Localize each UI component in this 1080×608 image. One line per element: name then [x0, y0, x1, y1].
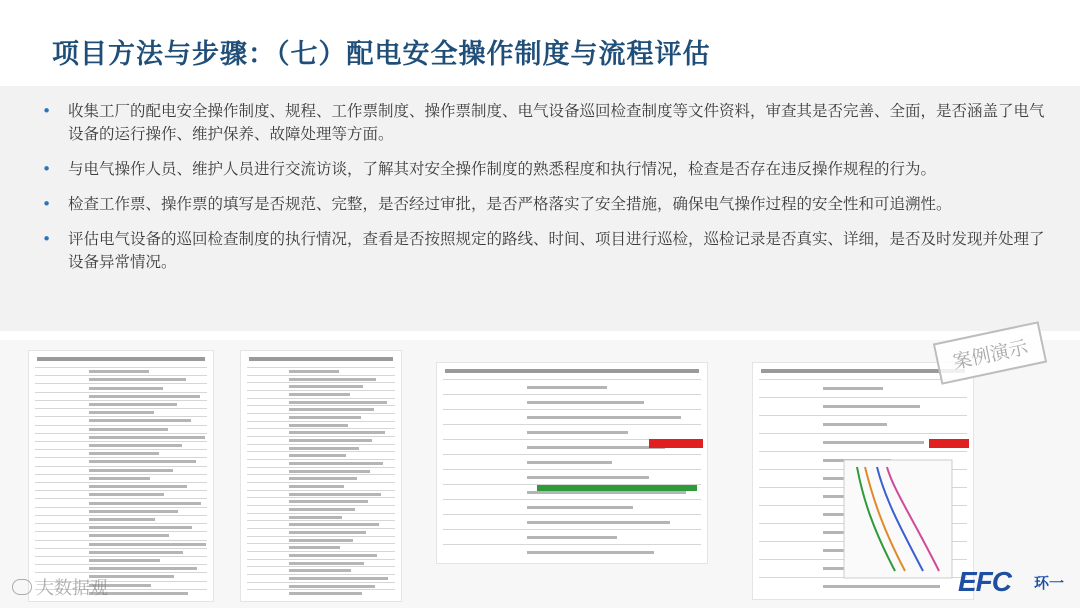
- risk-level-bar: [929, 439, 969, 448]
- thumbnail-text-line: [527, 401, 644, 404]
- thumbnail-row-line: [443, 424, 701, 425]
- watermark-logo-icon: [12, 579, 32, 595]
- thumbnail-text-line: [289, 569, 351, 572]
- thumbnail-row-line: [247, 459, 395, 460]
- thumbnail-text-line: [89, 485, 187, 488]
- thumbnail-text-line: [89, 502, 201, 505]
- thumbnail-text-line: [89, 469, 173, 472]
- thumbnail-header: [37, 357, 205, 361]
- thumbnail-text-line: [89, 419, 191, 422]
- thumbnail-text-line: [289, 546, 340, 549]
- thumbnail-row-line: [247, 559, 395, 560]
- thumbnail-text-line: [89, 534, 169, 537]
- thumbnail-row-line: [759, 379, 967, 380]
- document-thumbnail-4: [752, 362, 974, 600]
- thumbnail-row-line: [35, 383, 207, 384]
- thumbnail-row-line: [443, 499, 701, 500]
- thumbnail-row-line: [247, 589, 395, 590]
- thumbnail-row-line: [247, 490, 395, 491]
- thumbnail-row-line: [35, 449, 207, 450]
- thumbnail-text-line: [289, 385, 363, 388]
- thumbnail-row-line: [35, 482, 207, 483]
- thumbnail-row-line: [35, 498, 207, 499]
- thumbnail-text-line: [289, 493, 381, 496]
- thumbnail-text-line: [289, 454, 346, 457]
- thumbnail-text-line: [89, 370, 149, 373]
- thumbnail-text-line: [89, 428, 168, 431]
- thumbnail-text-line: [289, 447, 359, 450]
- thumbnail-row-line: [35, 466, 207, 467]
- thumbnail-row-line: [35, 457, 207, 458]
- thumbnail-row-line: [35, 523, 207, 524]
- thumbnail-text-line: [289, 531, 366, 534]
- thumbnail-text-line: [527, 551, 654, 554]
- thumbnail-row-line: [247, 421, 395, 422]
- thumbnail-text-line: [289, 508, 355, 511]
- thumbnail-text-line: [89, 543, 206, 546]
- thumbnail-row-line: [247, 467, 395, 468]
- thumbnail-row-line: [247, 367, 395, 368]
- thumbnail-text-line: [289, 500, 368, 503]
- thumbnail-row-line: [35, 375, 207, 376]
- thumbnail-row-line: [247, 398, 395, 399]
- thumbnail-text-line: [289, 408, 374, 411]
- curve-graph-thumbnail: [843, 459, 953, 579]
- case-demo-stamp: 案例演示: [933, 321, 1047, 385]
- thumbnail-row-line: [35, 474, 207, 475]
- thumbnail-text-line: [289, 554, 377, 557]
- watermark: [12, 574, 108, 600]
- thumbnail-text-line: [289, 577, 388, 580]
- thumbnail-row-line: [247, 520, 395, 521]
- thumbnail-row-line: [759, 397, 967, 398]
- case-thumbnails: [0, 340, 1080, 608]
- thumbnail-row-line: [247, 497, 395, 498]
- thumbnail-row-line: [247, 536, 395, 537]
- table-header-bar: [537, 485, 697, 491]
- thumbnail-text-line: [527, 506, 633, 509]
- thumbnail-row-line: [35, 400, 207, 401]
- thumbnail-text-line: [823, 441, 924, 444]
- thumbnail-text-line: [289, 393, 350, 396]
- thumbnail-text-line: [289, 424, 348, 427]
- thumbnail-text-line: [89, 444, 182, 447]
- thumbnail-text-line: [527, 476, 649, 479]
- thumbnail-row-line: [759, 415, 967, 416]
- thumbnail-row-line: [247, 574, 395, 575]
- thumbnail-row-line: [247, 482, 395, 483]
- thumbnail-row-line: [35, 441, 207, 442]
- thumbnail-row-line: [247, 566, 395, 567]
- thumbnail-row-line: [35, 564, 207, 565]
- thumbnail-text-line: [527, 431, 628, 434]
- bullet-item: [38, 100, 1048, 146]
- thumbnail-text-line: [289, 470, 370, 473]
- bullet-item: [38, 193, 1048, 216]
- thumbnail-text-line: [527, 386, 607, 389]
- thumbnail-text-line: [289, 592, 362, 595]
- thumbnail-row-line: [247, 513, 395, 514]
- thumbnail-row-line: [247, 551, 395, 552]
- efc-logo: EFC: [958, 566, 1011, 597]
- thumbnail-text-line: [289, 370, 339, 373]
- thumbnail-text-line: [89, 567, 197, 570]
- thumbnail-row-line: [443, 379, 701, 380]
- thumbnail-text-line: [89, 551, 183, 554]
- bullet-dot-icon: •: [42, 230, 52, 248]
- thumbnail-row-line: [443, 394, 701, 395]
- thumbnail-header: [445, 369, 699, 373]
- thumbnail-text-line: [289, 401, 387, 404]
- thumbnail-row-line: [35, 416, 207, 417]
- thumbnail-text-line: [89, 452, 159, 455]
- risk-level-bar: [649, 439, 703, 448]
- thumbnail-row-line: [35, 392, 207, 393]
- thumbnail-row-line: [247, 428, 395, 429]
- thumbnail-row-line: [35, 367, 207, 368]
- thumbnail-text-line: [823, 585, 940, 588]
- thumbnail-text-line: [89, 460, 196, 463]
- efc-logo-subtitle: 环一: [1034, 574, 1065, 592]
- thumbnail-text-line: [289, 539, 353, 542]
- thumbnail-row-line: [35, 507, 207, 508]
- bullet-text: 与电气操作人员、维护人员进行交流访谈，了解其对安全操作制度的熟悉程度和执行情况，检查是否存在违反操作规程的行为。: [68, 160, 937, 178]
- document-thumbnail-2: [240, 350, 402, 602]
- thumbnail-row-line: [247, 375, 395, 376]
- thumbnail-text-line: [289, 416, 361, 419]
- document-thumbnail-3: [436, 362, 708, 564]
- thumbnail-text-line: [289, 516, 342, 519]
- thumbnail-text-line: [527, 416, 681, 419]
- thumbnail-row-line: [247, 405, 395, 406]
- thumbnail-row-line: [443, 514, 701, 515]
- page-title: 项目方法与步骤：（七）配电安全操作制度与流程评估: [52, 39, 711, 70]
- thumbnail-text-line: [89, 493, 164, 496]
- thumbnail-row-line: [35, 531, 207, 532]
- document-thumbnail-1: [28, 350, 214, 602]
- thumbnail-row-line: [443, 529, 701, 530]
- thumbnail-row-line: [443, 409, 701, 410]
- thumbnail-row-line: [35, 556, 207, 557]
- thumbnail-text-line: [527, 521, 670, 524]
- thumbnail-text-line: [289, 585, 375, 588]
- thumbnail-text-line: [89, 559, 160, 562]
- thumbnail-row-line: [247, 505, 395, 506]
- thumbnail-row-line: [247, 390, 395, 391]
- bullet-item: [38, 158, 1048, 181]
- thumbnail-text-line: [89, 436, 205, 439]
- thumbnail-row-line: [247, 444, 395, 445]
- thumbnail-row-line: [35, 548, 207, 549]
- thumbnail-text-line: [289, 477, 357, 480]
- thumbnail-text-line: [89, 510, 178, 513]
- thumbnail-row-line: [35, 433, 207, 434]
- thumbnail-row-line: [443, 544, 701, 545]
- thumbnail-text-line: [89, 378, 186, 381]
- thumbnail-row-line: [35, 490, 207, 491]
- thumbnail-text-line: [289, 523, 379, 526]
- thumbnail-row-line: [759, 451, 967, 452]
- thumbnail-text-line: [289, 378, 376, 381]
- thumbnail-row-line: [247, 528, 395, 529]
- thumbnail-row-line: [35, 408, 207, 409]
- thumbnail-row-line: [247, 451, 395, 452]
- thumbnail-row-line: [35, 425, 207, 426]
- thumbnail-row-line: [443, 454, 701, 455]
- thumbnail-row-line: [35, 540, 207, 541]
- thumbnail-text-line: [289, 485, 344, 488]
- thumbnail-row-line: [759, 433, 967, 434]
- thumbnail-text-line: [89, 411, 154, 414]
- thumbnail-text-line: [89, 387, 163, 390]
- bullet-dot-icon: •: [42, 160, 52, 178]
- thumbnail-text-line: [823, 387, 883, 390]
- thumbnail-row-line: [247, 413, 395, 414]
- bullet-text: 收集工厂的配电安全操作制度、规程、工作票制度、操作票制度、电气设备巡回检查制度等文件资料，审查其是否完善、全面，是否涵盖了电气设备的运行操作、维护保养、故障处理等方面。: [68, 102, 1045, 143]
- thumbnail-text-line: [527, 446, 665, 449]
- bullet-item: [38, 228, 1048, 274]
- watermark-text: 大数据观: [36, 578, 108, 599]
- thumbnail-row-line: [247, 382, 395, 383]
- thumbnail-row-line: [247, 474, 395, 475]
- bullet-text: 检查工作票、操作票的填写是否规范、完整，是否经过审批，是否严格落实了安全措施，确保电气操作过程的安全性和可追溯性。: [68, 195, 952, 213]
- thumbnail-text-line: [527, 536, 617, 539]
- thumbnail-text-line: [89, 526, 192, 529]
- thumbnail-row-line: [247, 543, 395, 544]
- thumbnail-header: [761, 369, 965, 373]
- thumbnail-text-line: [89, 518, 155, 521]
- bullet-dot-icon: •: [42, 195, 52, 213]
- thumbnail-row-line: [247, 582, 395, 583]
- bullet-text: 评估电气设备的巡回检查制度的执行情况，查看是否按照规定的路线、时间、项目进行巡检，巡检记录是否真实、详细，是否及时发现并处理了设备异常情况。: [68, 230, 1045, 271]
- thumbnail-text-line: [89, 395, 200, 398]
- thumbnail-text-line: [289, 462, 383, 465]
- bullet-dot-icon: •: [42, 102, 52, 120]
- thumbnail-text-line: [89, 403, 177, 406]
- thumbnail-text-line: [527, 461, 612, 464]
- thumbnail-row-line: [443, 469, 701, 470]
- thumbnail-text-line: [289, 562, 364, 565]
- thumbnail-text-line: [289, 439, 372, 442]
- thumbnail-row-line: [35, 515, 207, 516]
- thumbnail-header: [249, 357, 393, 361]
- thumbnail-text-line: [289, 431, 385, 434]
- thumbnail-row-line: [247, 436, 395, 437]
- thumbnail-text-line: [823, 405, 920, 408]
- thumbnail-text-line: [823, 423, 887, 426]
- thumbnail-text-line: [89, 477, 150, 480]
- bullet-list: [38, 100, 1048, 286]
